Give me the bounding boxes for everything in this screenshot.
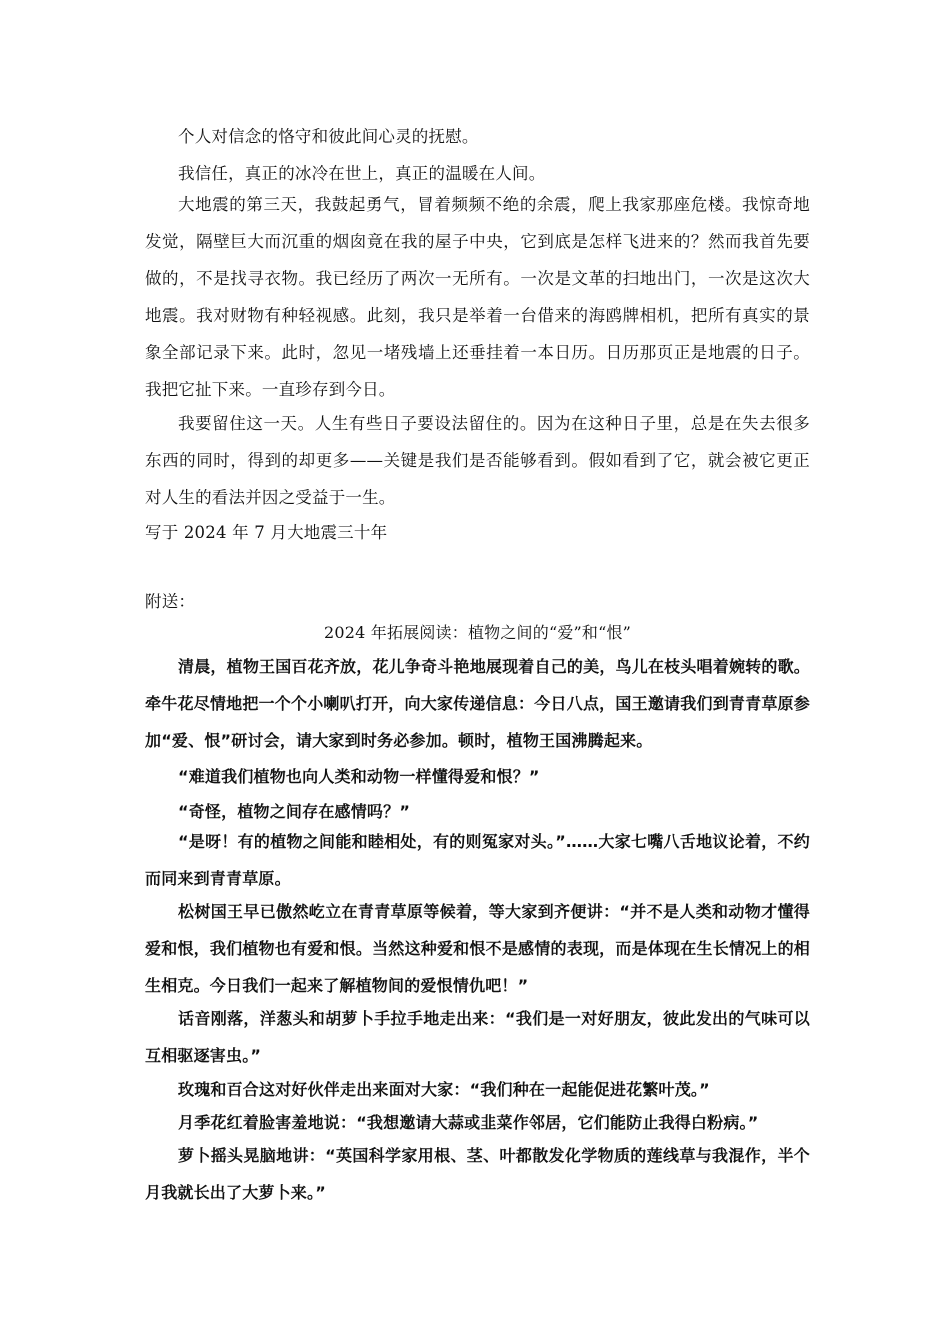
essay-paragraph-1: 个人对信念的恪守和彼此间心灵的抚慰。 <box>178 127 479 146</box>
story-paragraph-4: “是呀！有的植物之间能和睦相处，有的则冤家对头。”……大家七嘴八舌地议论着，不约而同来到青青草原。 <box>145 832 810 888</box>
story-paragraph-8: 月季花红着脸害羞地说：“我想邀请大蒜或韭菜作邻居，它们能防止我得白粉病。” <box>178 1113 759 1132</box>
story-paragraph-7: 玫瑰和百合这对好伙伴走出来面对大家：“我们种在一起能促进花繁叶茂。” <box>178 1080 710 1099</box>
essay-paragraph-2: 我信任，真正的冰冷在世上，真正的温暖在人间。 <box>178 164 546 183</box>
story-paragraph-9: 萝卜摇头晃脑地讲：“英国科学家用根、茎、叶都散发化学物质的莲线草与我混作，半个月我就长出了大萝卜来。” <box>145 1146 810 1202</box>
appendix-title: 2024 年拓展阅读：植物之间的“爱”和“恨” <box>323 623 632 642</box>
essay-signature: 写于 2024 年 7 月大地震三十年 <box>145 523 388 542</box>
story-paragraph-1: 清晨，植物王国百花齐放，花儿争奇斗艳地展现着自己的美，鸟儿在枝头唱着婉转的歌。牵牛花尽情地把一个个小喇叭打开，向大家传递信息：今日八点，国王邀请我们到青青草原参加“爱、恨”研讨会，请大家到时务必参加。顿时，植物王国沸腾起来。 <box>145 657 810 750</box>
story-paragraph-5: 松树国王早已傲然屹立在青青草原等候着，等大家到齐便讲：“并不是人类和动物才懂得爱和恨，我们植物也有爱和恨。当然这种爱和恨不是感情的表现，而是体现在生长情况上的相生相克。今日我们一起来了解植物间的爱恨情仇吧！” <box>145 902 810 995</box>
essay-paragraph-3: 大地震的第三天，我鼓起勇气，冒着频频不绝的余震，爬上我家那座危楼。我惊奇地发觉，隔壁巨大而沉重的烟囱竟在我的屋子中央，它到底是怎样飞进来的？然而我首先要做的，不是找寻衣物。我已经历了两次一无所有。一次是文革的扫地出门，一次是这次大地震。我对财物有种轻视感。此刻，我只是举着一台借来的海鸥牌相机，把所有真实的景象全部记录下来。此时，忽见一堵残墙上还垂挂着一本日历。日历那页正是地震的日子。我把它扯下来。一直珍存到今日。 <box>145 195 810 399</box>
story-paragraph-6: 话音刚落，洋葱头和胡萝卜手拉手地走出来：“我们是一对好朋友，彼此发出的气味可以互相驱逐害虫。” <box>145 1009 810 1065</box>
story-paragraph-3: “奇怪，植物之间存在感情吗？” <box>178 802 411 821</box>
story-paragraph-2: “难道我们植物也向人类和动物一样懂得爱和恨？” <box>178 767 540 786</box>
essay-paragraph-4: 我要留住这一天。人生有些日子要设法留住的。因为在这种日子里，总是在失去很多东西的同时，得到的却更多——关键是我们是否能够看到。假如看到了它，就会被它更正对人生的看法并因之受益于一生。 <box>145 414 810 507</box>
appendix-label: 附送： <box>145 592 196 611</box>
